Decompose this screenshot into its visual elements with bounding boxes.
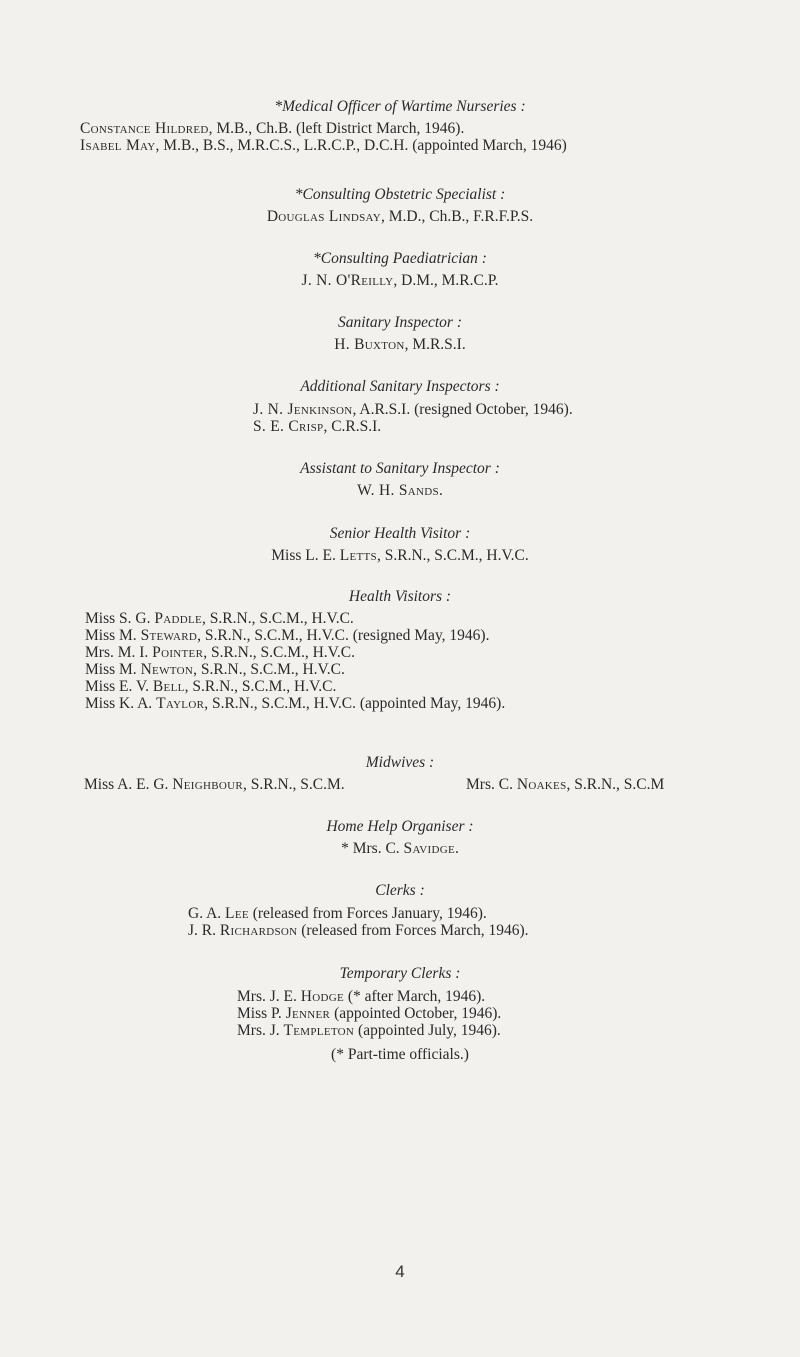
section-heading: Assistant to Sanitary Inspector :	[300, 460, 500, 477]
staff-name: S. E. Crisp	[253, 418, 324, 435]
staff-entry	[0, 208, 800, 225]
staff-entry	[253, 418, 573, 435]
staff-title: Mrs. J.	[237, 1022, 284, 1039]
staff-title: Miss E. V.	[85, 678, 153, 695]
staff-entry	[85, 610, 505, 627]
staff-title: J. R.	[188, 922, 220, 939]
staff-title: Miss K. A.	[85, 695, 157, 712]
staff-name: H. Buxton	[334, 336, 405, 353]
section-sanitary-inspector	[0, 314, 800, 353]
section-consulting-paediatrician	[0, 250, 800, 289]
staff-entry	[237, 1022, 501, 1039]
staff-qualifications: , S.R.N., S.C.M., H.V.C. (appointed May, 1946).	[204, 695, 506, 712]
staff-entry	[80, 120, 567, 137]
section-health-visitors	[0, 588, 800, 712]
staff-note: (* after March, 1946).	[343, 988, 486, 1005]
staff-name: Jenner	[285, 1005, 331, 1022]
section-home-help-organiser	[0, 818, 800, 857]
staff-entry	[188, 922, 529, 939]
section-heading: Senior Health Visitor :	[329, 525, 471, 542]
staff-title: Miss M.	[85, 627, 141, 644]
staff-entry	[237, 1005, 501, 1022]
section-heading: Home Help Organiser :	[326, 818, 474, 835]
staff-qualifications: , S.R.N., S.C.M., H.V.C.	[202, 610, 354, 627]
section-heading: Clerks :	[375, 882, 425, 899]
section-midwives	[0, 754, 800, 793]
staff-entry	[237, 988, 501, 1005]
staff-title: Mrs. C.	[466, 776, 517, 793]
staff-entry	[85, 627, 505, 644]
staff-qualifications: , M.B., B.S., M.R.C.S., L.R.C.P., D.C.H. (appointed March, 1946)	[155, 137, 567, 154]
staff-qualifications: , A.R.S.I. (resigned October, 1946).	[352, 401, 573, 418]
staff-name: J. N. Jenkinson	[253, 401, 353, 418]
staff-name: Templeton	[283, 1022, 355, 1039]
staff-name: Savidge	[403, 840, 456, 857]
section-clerks	[0, 882, 800, 939]
section-heading: *Consulting Paediatrician :	[313, 250, 487, 267]
staff-name: Steward	[140, 627, 198, 644]
staff-entry	[0, 482, 800, 499]
staff-entry	[253, 401, 573, 418]
staff-qualifications: , S.R.N., S.C.M., H.V.C.	[203, 644, 355, 661]
staff-entry	[0, 272, 800, 289]
staff-qualifications: , S.R.N., S.C.M., H.V.C.	[376, 547, 529, 564]
staff-name: Pointer	[152, 644, 204, 661]
staff-entry	[0, 840, 800, 857]
staff-entry	[0, 547, 800, 564]
staff-title: Miss A. E. G.	[84, 776, 173, 793]
staff-title: Miss L. E.	[271, 547, 340, 564]
staff-qualifications: , S.R.N., S.C.M., H.V.C.	[193, 661, 345, 678]
staff-name: Paddle	[154, 610, 203, 627]
staff-entry	[85, 695, 505, 712]
section-heading: Temporary Clerks :	[339, 965, 461, 982]
staff-name: Lee	[225, 905, 249, 922]
staff-qualifications: , D.M., M.R.C.P.	[393, 272, 499, 289]
staff-qualifications: , M.R.S.I.	[404, 336, 466, 353]
section-medical-officer-wartime-nurseries	[0, 98, 800, 154]
section-heading: Sanitary Inspector :	[338, 314, 462, 331]
staff-qualifications: , M.B., Ch.B. (left District March, 1946).	[208, 120, 465, 137]
staff-entry	[466, 776, 664, 793]
staff-name: Richardson	[219, 922, 298, 939]
section-heading: Health Visitors :	[348, 588, 452, 605]
staff-name: Noakes	[516, 776, 567, 793]
section-temporary-clerks	[0, 965, 800, 1063]
staff-entry	[85, 644, 505, 661]
staff-name: Taylor	[156, 695, 205, 712]
staff-qualifications: , S.R.N., S.C.M., H.V.C. (resigned May, 1946).	[197, 627, 490, 644]
staff-title: Mrs. M. I.	[85, 644, 153, 661]
staff-qualifications: , S.R.N., S.C.M.	[243, 776, 345, 793]
section-heading: *Medical Officer of Wartime Nurseries :	[274, 98, 526, 115]
section-heading: Additional Sanitary Inspectors :	[300, 378, 500, 395]
staff-name: Neighbour	[172, 776, 244, 793]
staff-name: Constance Hildred	[80, 120, 209, 137]
section-consulting-obstetric-specialist	[0, 186, 800, 225]
staff-entry	[84, 776, 345, 793]
staff-qualifications: , C.R.S.I.	[323, 418, 382, 435]
section-assistant-sanitary-inspector	[0, 460, 800, 499]
staff-title: Mrs. J. E.	[237, 988, 301, 1005]
staff-qualifications: , S.R.N., S.C.M	[566, 776, 665, 793]
staff-title: Miss M.	[85, 661, 141, 678]
staff-title: * Mrs. C.	[341, 840, 404, 857]
staff-entry	[188, 905, 529, 922]
footnote-part-time: (* Part-time officials.)	[331, 1046, 469, 1063]
staff-name: Isabel May	[80, 137, 156, 154]
section-heading: Midwives :	[365, 754, 435, 771]
staff-name: Douglas Lindsay	[266, 208, 382, 225]
staff-note: (released from Forces January, 1946).	[248, 905, 487, 922]
staff-entry	[0, 336, 800, 353]
staff-note: (appointed July, 1946).	[354, 1022, 501, 1039]
staff-qualifications: .	[438, 482, 443, 499]
staff-title: Miss P.	[237, 1005, 286, 1022]
staff-entry	[85, 678, 505, 695]
staff-title: G. A.	[188, 905, 226, 922]
section-heading: *Consulting Obstetric Specialist :	[294, 186, 506, 203]
staff-name: Bell	[152, 678, 185, 695]
section-additional-sanitary-inspectors	[0, 378, 800, 435]
page-number: 4	[395, 1262, 405, 1281]
staff-name: Hodge	[300, 988, 344, 1005]
staff-name: Newton	[140, 661, 194, 678]
staff-qualifications: , M.D., Ch.B., F.R.F.P.S.	[381, 208, 534, 225]
staff-name: Letts	[339, 547, 377, 564]
staff-qualifications: .	[455, 840, 459, 857]
staff-entry	[85, 661, 505, 678]
staff-entry	[80, 137, 567, 154]
staff-note: (appointed October, 1946).	[330, 1005, 502, 1022]
staff-name: J. N. O'Reilly	[301, 272, 394, 289]
staff-note: (released from Forces March, 1946).	[297, 922, 529, 939]
section-senior-health-visitor	[0, 525, 800, 564]
staff-qualifications: , S.R.N., S.C.M., H.V.C.	[184, 678, 337, 695]
staff-name: W. H. Sands	[357, 482, 439, 499]
staff-title: Miss S. G.	[85, 610, 155, 627]
